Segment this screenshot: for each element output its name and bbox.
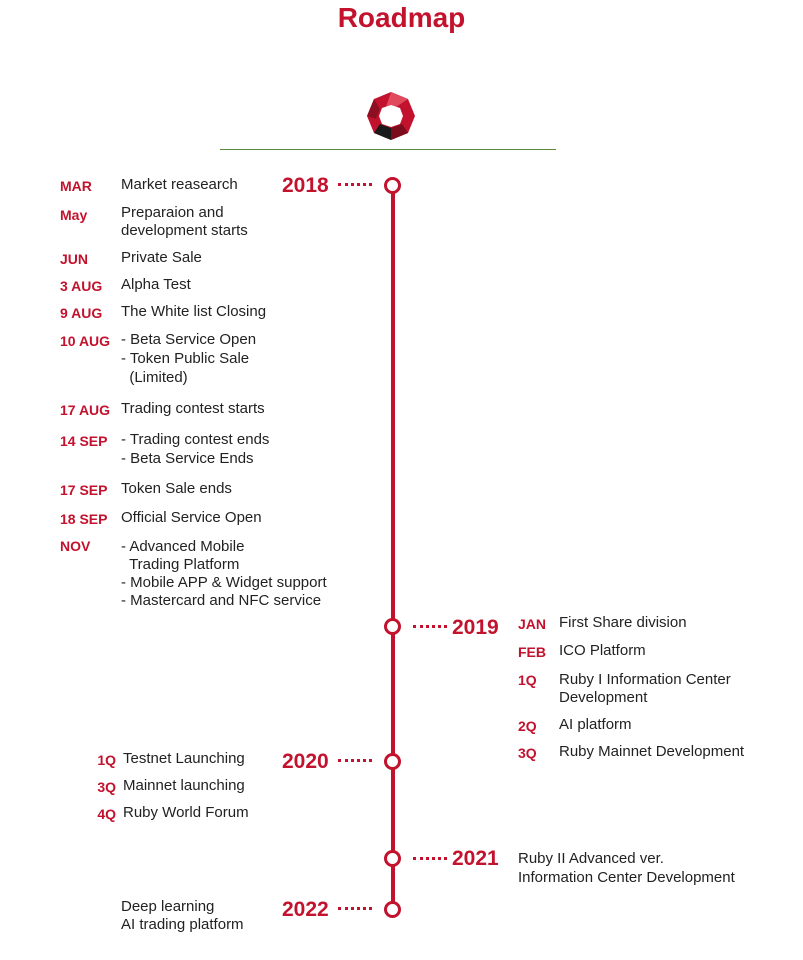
timeline-node-2022 — [384, 901, 401, 918]
milestone-text: Development — [559, 689, 648, 706]
milestone-text: - Mobile APP & Widget support — [121, 574, 327, 591]
year-2021: 2021 — [452, 847, 499, 870]
milestone-text: Official Service Open — [121, 509, 262, 526]
milestone-text: Ruby I Information Center — [559, 671, 731, 688]
milestone-label: 3Q — [518, 745, 537, 761]
milestone-text: Testnet Launching — [123, 750, 245, 767]
milestone-text: Mainnet launching — [123, 777, 245, 794]
milestone-text: Token Sale ends — [121, 480, 232, 497]
page-title: Roadmap — [337, 2, 466, 33]
timeline-node-2019 — [384, 618, 401, 635]
milestone-text: Ruby Mainnet Development — [559, 743, 745, 760]
milestone-text: - Mastercard and NFC service — [121, 592, 322, 609]
milestone-text: The White list Closing — [121, 303, 267, 320]
ruby-logo-icon — [366, 91, 416, 141]
milestone-text: development starts — [121, 222, 248, 239]
milestone-label: 3Q — [97, 779, 116, 795]
milestone-text: Trading contest starts — [121, 400, 265, 417]
divider-line — [220, 149, 556, 150]
milestone-label: 1Q — [97, 752, 116, 768]
milestone-label: 1Q — [518, 672, 537, 688]
year-2018: 2018 — [282, 174, 329, 197]
timeline-node-2020 — [384, 753, 401, 770]
milestone-text: Trading Platform — [121, 556, 240, 573]
connector-2022 — [338, 907, 372, 910]
milestone-text: Ruby World Forum — [123, 804, 249, 821]
milestone-text: Private Sale — [121, 249, 202, 266]
milestone-label: 18 SEP — [60, 511, 108, 527]
milestone-text: Ruby II Advanced ver. — [518, 850, 664, 867]
timeline-node-2018 — [384, 177, 401, 194]
milestone-text: - Beta Service Open — [121, 331, 257, 348]
milestone-text: ICO Platform — [559, 642, 646, 659]
milestone-text: - Beta Service Ends — [121, 450, 254, 467]
connector-2021 — [413, 857, 447, 860]
milestone-label: 17 SEP — [60, 482, 108, 498]
year-2022: 2022 — [282, 898, 329, 921]
milestone-text: Preparaion and — [121, 204, 224, 221]
connector-2018 — [338, 183, 372, 186]
milestone-label: 17 AUG — [60, 402, 111, 418]
year-2019: 2019 — [452, 616, 499, 639]
milestone-label: 14 SEP — [60, 433, 108, 449]
year-2020: 2020 — [282, 750, 329, 773]
milestone-text: First Share division — [559, 614, 687, 631]
milestone-label: MAR — [60, 178, 92, 194]
milestone-label: NOV — [60, 538, 91, 554]
milestone-label: 9 AUG — [60, 305, 103, 321]
timeline-node-2021 — [384, 850, 401, 867]
milestone-text: Deep learning — [121, 898, 215, 915]
milestone-label: May — [60, 207, 88, 223]
milestone-text: AI trading platform — [121, 916, 244, 933]
milestone-text: - Token Public Sale — [121, 350, 250, 367]
connector-2020 — [338, 759, 372, 762]
milestone-label: 3 AUG — [60, 278, 103, 294]
timeline-line — [391, 185, 395, 910]
milestone-text: Alpha Test — [121, 276, 191, 293]
milestone-label: JAN — [518, 616, 547, 632]
milestone-text: Information Center Development — [518, 869, 735, 886]
milestone-label: 4Q — [97, 806, 116, 822]
milestone-label: FEB — [518, 644, 546, 660]
milestone-text: Market reasearch — [121, 176, 238, 193]
milestone-text: AI platform — [559, 716, 632, 733]
milestone-label: 10 AUG — [60, 333, 111, 349]
milestone-text: - Advanced Mobile — [121, 538, 245, 555]
milestone-label: 2Q — [518, 718, 537, 734]
milestone-label: JUN — [60, 251, 89, 267]
connector-2019 — [413, 625, 447, 628]
milestone-text: - Trading contest ends — [121, 431, 270, 448]
milestone-text: (Limited) — [121, 369, 188, 386]
